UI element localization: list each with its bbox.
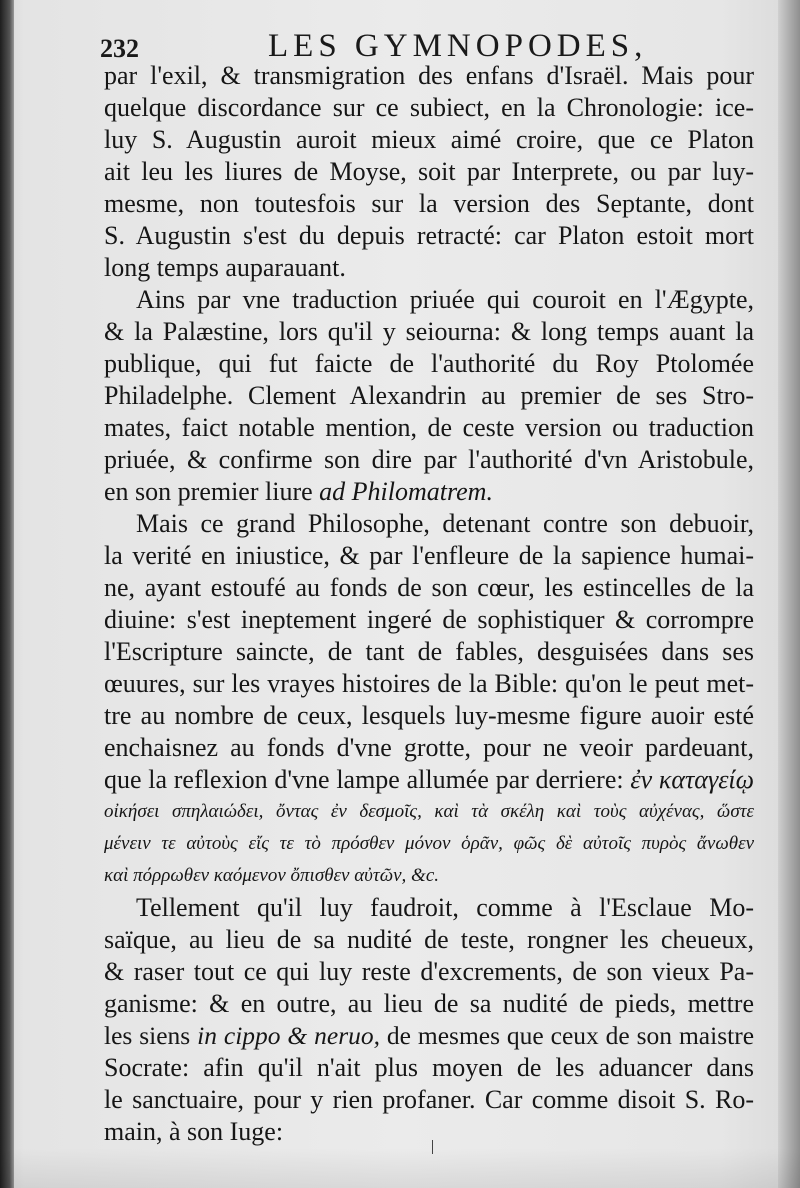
page-edge-shadow <box>778 0 800 1188</box>
line-text: long temps auparauant. <box>104 253 346 282</box>
line-text: Ains par vne traduction priuée qui couroit en l'Ægypte, <box>136 285 754 314</box>
text-line <box>104 220 754 252</box>
italic-phrase: in cippo & neruo, <box>197 1021 381 1050</box>
text-line <box>104 316 754 348</box>
text-line <box>104 188 754 220</box>
page-gutter-shadow <box>0 0 14 1188</box>
line-text: καὶ πόρρωθεν καόμενον ὄπισθεν αὐτῶν, &c. <box>104 865 440 886</box>
line-text: ne, ayant estoufé au fonds de son cœur, les estincelles de la <box>104 573 754 602</box>
greek-quote-line <box>104 860 754 892</box>
text-line <box>104 636 754 668</box>
line-text: Tellement qu'il luy faudroit, comme à l'Esclaue Mo- <box>136 893 754 922</box>
text-line <box>104 764 754 796</box>
text-line <box>104 252 754 284</box>
line-text: Socrate: afin qu'il n'ait plus moyen de les aduancer dans <box>104 1053 754 1082</box>
text-line <box>104 124 754 156</box>
line-text: luy S. Augustin auroit mieux aimé croire, que ce Platon <box>104 125 754 154</box>
line-text: mates, faict notable mention, de ceste version ou traduction <box>104 413 754 442</box>
text-line <box>104 668 754 700</box>
body-text <box>104 60 754 1148</box>
text-line <box>104 156 754 188</box>
line-text: œuures, sur les vrayes histoires de la Bible: qu'on le peut met- <box>104 669 754 698</box>
text-line <box>104 732 754 764</box>
text-line <box>104 988 754 1020</box>
line-text: l'Escripture saincte, de tant de fables, desguisées dans ses <box>104 637 754 666</box>
line-text: publique, qui fut faicte de l'authorité du Roy Ptolomée <box>104 349 754 378</box>
text-line <box>104 1052 754 1084</box>
text-line <box>104 604 754 636</box>
greek-quote-line <box>104 796 754 828</box>
text-line <box>104 892 754 924</box>
line-text: μένειν τε αὐτοὺς εἴς τε τὸ πρόσθεν μόνον ὁρᾶν, φῶς δὲ αὐτοῖς πυρὸς ἄνωθεν <box>104 833 754 854</box>
line-text: diuine: s'est ineptement ingeré de sophistiquer & corrompre <box>104 605 754 634</box>
line-text: S. Augustin s'est du depuis retracté: car Platon estoit mort <box>104 221 754 250</box>
line-text: & raser tout ce qui luy reste d'excrements, de son vieux Pa- <box>104 957 754 986</box>
text-line <box>104 1084 754 1116</box>
line-text: priuée, & confirme son dire par l'authorité d'vn Aristobule, <box>104 445 754 474</box>
line-text: & la Palæstine, lors qu'il y seiourna: & long temps auant la <box>104 317 754 346</box>
line-text: ganisme: & en outre, au lieu de sa nudité de pieds, mettre <box>104 989 754 1018</box>
text-line <box>104 348 754 380</box>
line-text: Philadelphe. Clement Alexandrin au premier de ses Stro- <box>104 381 754 410</box>
text-line <box>104 572 754 604</box>
text-line <box>104 924 754 956</box>
line-text: le sanctuaire, pour y rien profaner. Car comme disoit S. Ro- <box>104 1085 754 1114</box>
running-head: LES GYMNOPODES, <box>268 28 648 64</box>
line-text: par l'exil, & transmigration des enfans d'Israël. Mais pour <box>104 61 754 90</box>
line-text: οἰκήσει σπηλαιώδει, ὄντας ἐν δεσμοῖς, καὶ τὰ σκέλη καὶ τοὺς αὐχένας, ὥστε <box>104 801 754 822</box>
line-text-tail: de mesmes que ceux de son maistre <box>386 1021 755 1050</box>
text-line <box>104 476 754 508</box>
line-text: mesme, non toutesfois sur la version des Septante, dont <box>104 189 754 218</box>
line-text: quelque discordance sur ce subiect, en la Chronologie: ice- <box>104 93 754 122</box>
text-line <box>104 540 754 572</box>
text-line <box>104 60 754 92</box>
line-text: les siens <box>104 1021 191 1050</box>
text-line <box>104 92 754 124</box>
text-line <box>104 380 754 412</box>
text-line <box>104 412 754 444</box>
line-text: en son premier liure <box>104 477 313 506</box>
line-text: main, à son Iuge: <box>104 1117 284 1146</box>
text-line <box>104 1116 754 1148</box>
text-line <box>104 444 754 476</box>
greek-quote-line <box>104 828 754 860</box>
text-line <box>104 1020 754 1052</box>
line-text: ait leu les liures de Moyse, soit par Interprete, ou par luy- <box>104 157 754 186</box>
line-text: saïque, au lieu de sa nudité de teste, rongner les cheueux, <box>104 925 754 954</box>
line-text: la verité en iniustice, & par l'enfleure de la sapience humai- <box>104 541 754 570</box>
paper-speck <box>432 1140 433 1154</box>
text-line <box>104 508 754 540</box>
italic-phrase: ad Philomatrem. <box>319 477 493 506</box>
line-text: Mais ce grand Philosophe, detenant contre son debuoir, <box>136 509 754 538</box>
text-line <box>104 700 754 732</box>
text-line <box>104 956 754 988</box>
italic-phrase: ἐν καταγείῳ <box>630 765 755 794</box>
page-bottom-shade <box>0 1148 800 1188</box>
text-line <box>104 284 754 316</box>
page-number: 232 <box>100 34 139 63</box>
line-text: que la reflexion d'vne lampe allumée par derriere: <box>104 765 624 794</box>
line-text: enchaisnez au fonds d'vne grotte, pour ne veoir pardeuant, <box>104 733 754 762</box>
line-text: tre au nombre de ceux, lesquels luy-mesme figure auoir esté <box>104 701 754 730</box>
